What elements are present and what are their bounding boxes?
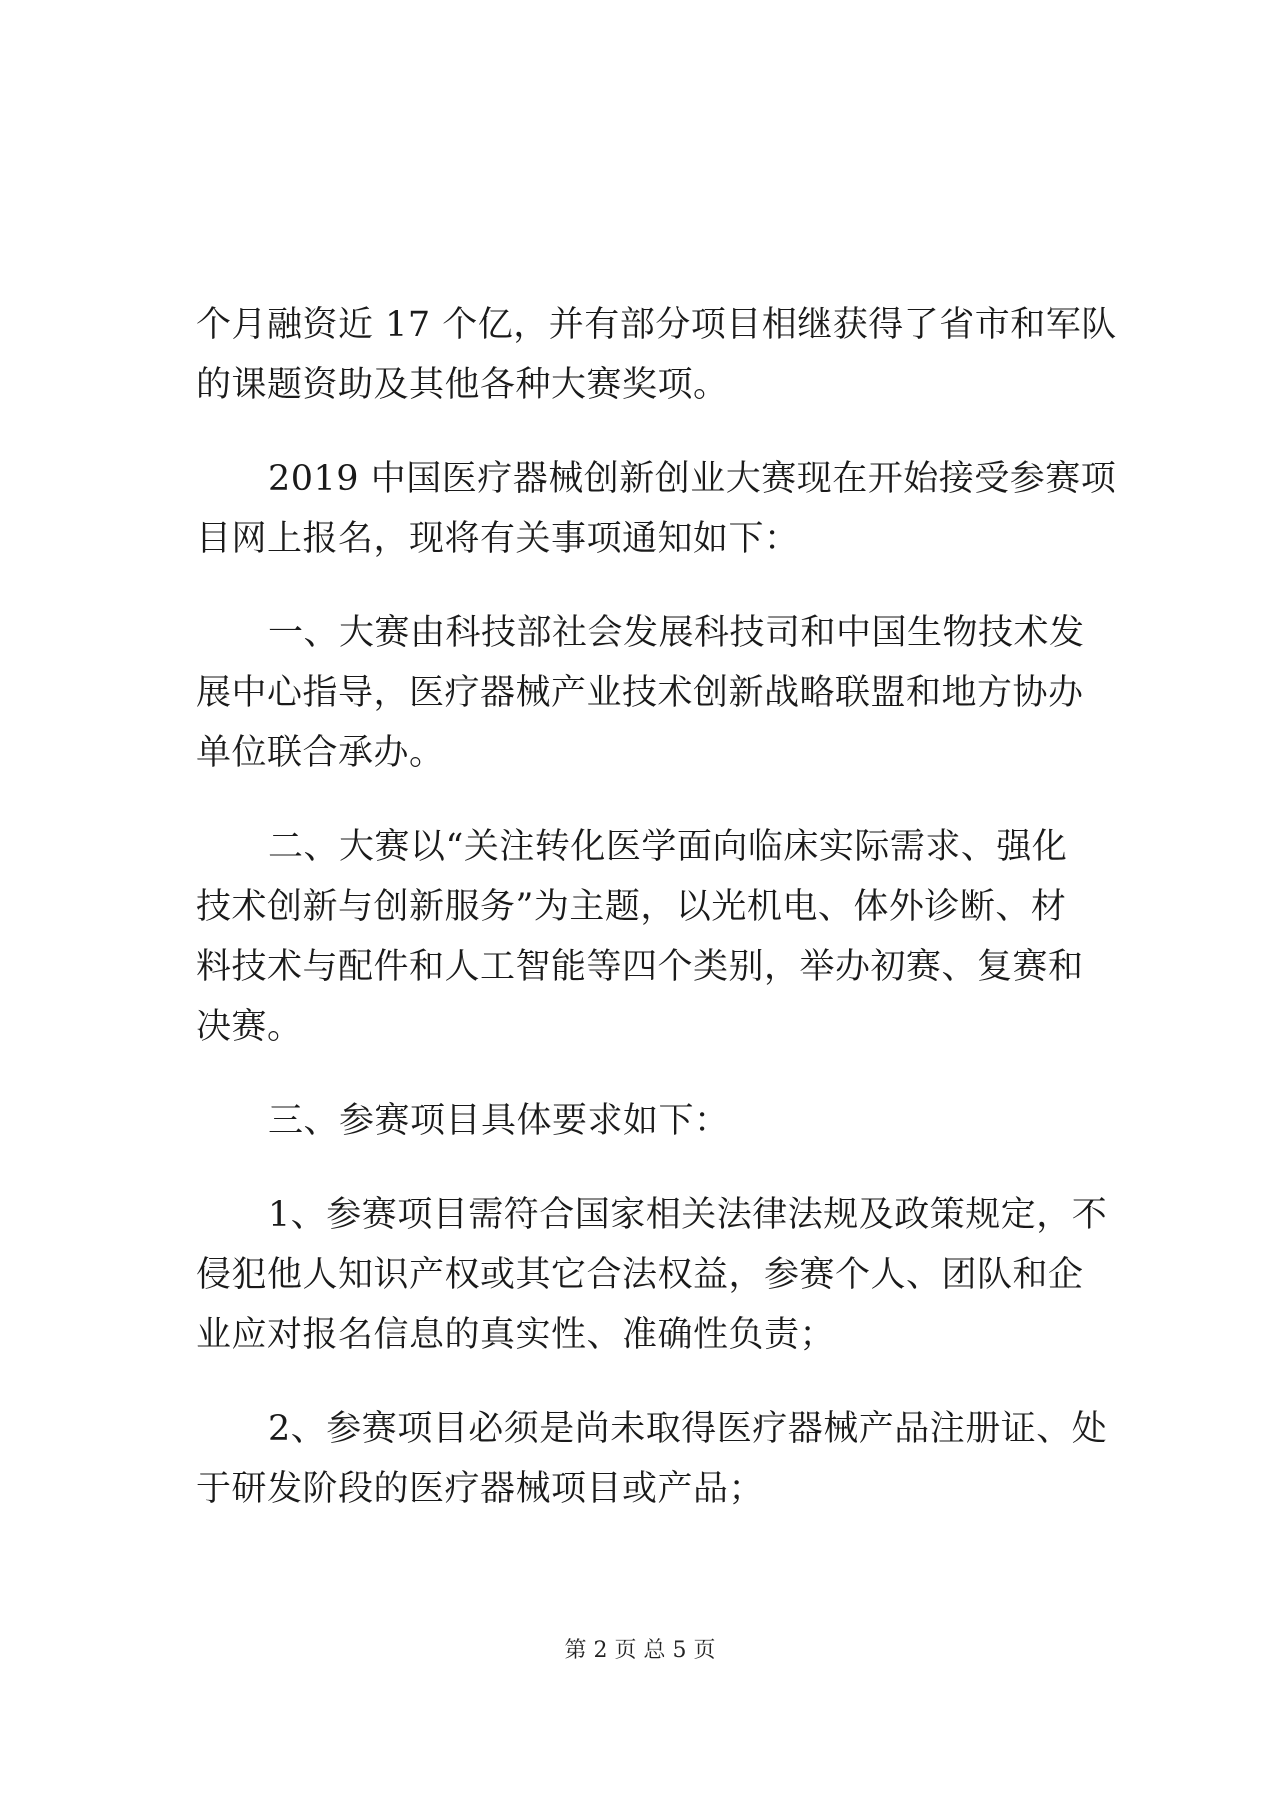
paragraph-line: 的课题资助及其他各种大赛奖项。 [196,365,729,405]
paragraph-line: 展中心指导，医疗器械产业技术创新战略联盟和地方协办 [196,673,1084,713]
paragraph-financing [196,295,1117,415]
paragraph-requirement-one [196,1185,1108,1365]
paragraph-line: 单位联合承办。 [196,733,445,773]
page-number-footer: 第 2 页 总 5 页 [564,1638,716,1663]
paragraph-line: 目网上报名，现将有关事项通知如下： [196,519,800,559]
paragraph-line: 料技术与配件和人工智能等四个类别，举办初赛、复赛和 [196,947,1084,987]
paragraph-line: 2019 中国医疗器械创新创业大赛现在开始接受参赛项 [268,459,1117,499]
paragraph-line: 业应对报名信息的真实性、准确性负责； [196,1315,836,1355]
paragraph-line: 2、参赛项目必须是尚未取得医疗器械产品注册证、处 [268,1409,1108,1449]
paragraph-line: 侵犯他人知识产权或其它合法权益，参赛个人、团队和企 [196,1255,1084,1295]
document-body [196,295,1117,1553]
paragraph-line: 三、参赛项目具体要求如下： [268,1101,730,1141]
paragraph-line: 决赛。 [196,1007,303,1047]
paragraph-registration-notice [196,449,1117,569]
paragraph-requirement-two [196,1399,1108,1519]
paragraph-line: 个月融资近 17 个亿，并有部分项目相继获得了省市和军队 [196,305,1117,345]
paragraph-item-three-heading [196,1091,1096,1151]
paragraph-line: 于研发阶段的医疗器械项目或产品； [196,1469,765,1509]
paragraph-line: 技术创新与创新服务”为主题，以光机电、体外诊断、材 [196,887,1067,927]
paragraph-line: 一、大赛由科技部社会发展科技司和中国生物技术发 [268,613,1085,653]
paragraph-item-one [196,603,1096,783]
paragraph-line: 1、参赛项目需符合国家相关法律法规及政策规定，不 [268,1195,1108,1235]
paragraph-line: 二、大赛以“关注转化医学面向临床实际需求、强化 [268,827,1068,867]
paragraph-item-two [196,817,1096,1057]
